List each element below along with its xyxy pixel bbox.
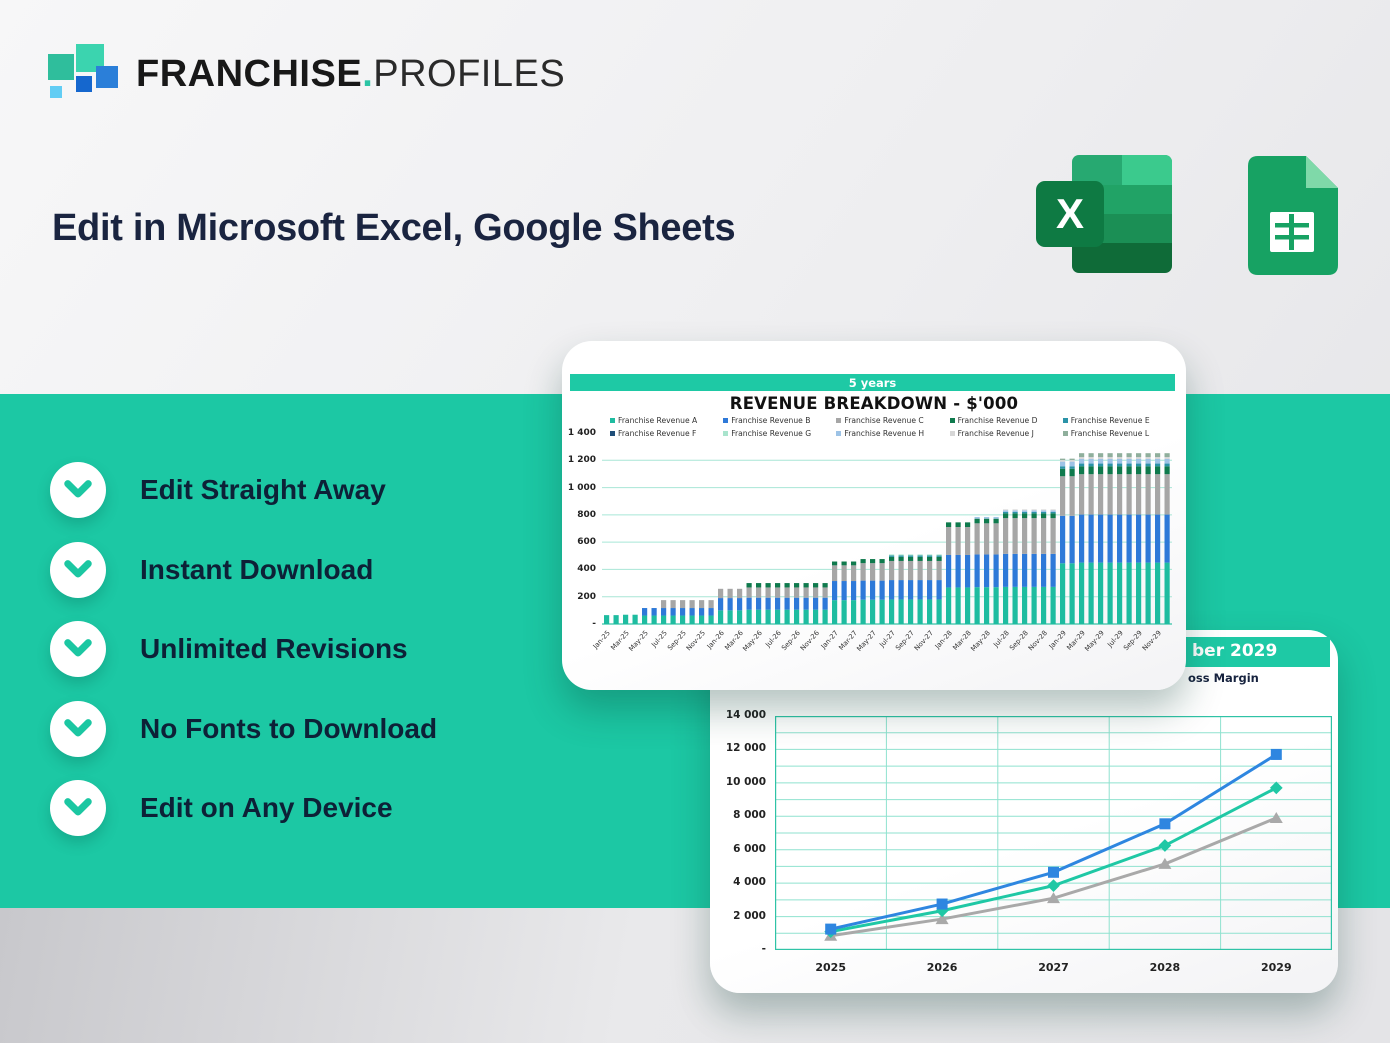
y-tick-label: 2 000 [733,909,766,922]
legend-item: Franchise Revenue A [610,416,723,425]
chart1-title: REVENUE BREAKDOWN - $'000 [729,394,1019,413]
excel-letter: X [1055,190,1085,237]
feature-item [50,621,437,677]
feature-label: Edit Straight Away [140,474,386,505]
y-tick-label: - [592,619,596,629]
legend-item: Franchise Revenue L [1063,429,1176,438]
y-tick-label: 800 [577,509,596,520]
bar-chart-plot [598,387,1174,627]
x-tick-label: Jan-26 [705,629,726,651]
x-tick-label: Jan-29 [1047,629,1068,651]
x-tick-label: Nov-28 [1026,629,1049,653]
legend-item: Franchise Revenue B [723,416,836,425]
brand-logo [46,42,565,106]
brand-dot: . [362,52,374,95]
x-tick-label: Sep-27 [893,629,916,653]
feature-label: Unlimited Revisions [140,633,408,664]
legend-item: Franchise Revenue F [610,429,723,438]
x-tick-label: 2028 [1149,961,1181,974]
x-tick-label: Mar-28 [951,629,973,652]
legend-item: Franchise Revenue J [950,429,1063,438]
brand-wordmark [136,53,565,96]
x-tick-label: May-29 [1083,629,1106,653]
x-tick-label: Nov-29 [1140,629,1163,653]
y-tick-label: - [761,943,766,955]
chevron-down-icon [50,542,106,598]
x-tick-label: Jul-28 [992,629,1011,649]
legend-item: Franchise Revenue G [723,429,836,438]
x-tick-label: Sep-29 [1121,629,1144,653]
chart2-legend-text: oss Margin [1188,671,1259,685]
y-tick-label: 400 [577,564,596,575]
x-tick-label: 2026 [926,961,958,974]
x-tick-label: 2025 [815,961,846,974]
y-tick-label: 10 000 [725,775,766,788]
excel-icon [1036,155,1172,275]
brand-bold: FRANCHISE [136,52,363,95]
x-tick-label: Jan-28 [933,629,954,651]
x-tick-label: Mar-26 [723,629,745,652]
feature-item [50,701,437,757]
x-tick-label: Jul-27 [878,629,897,649]
logo-mark-icon [46,42,122,106]
feature-item [50,462,437,518]
legend-item: Franchise Revenue E [1063,416,1176,425]
x-tick-label: May-27 [855,629,878,653]
x-tick-label: Jul-25 [650,629,669,649]
x-tick-label: Sep-26 [779,629,802,653]
x-tick-label: Jan-27 [819,629,840,651]
feature-item [50,542,437,598]
y-tick-label: 200 [577,591,596,602]
chevron-down-icon [50,462,106,518]
x-tick-label: Jan-25 [591,629,612,651]
feature-item [50,780,437,836]
feature-label: No Fonts to Download [140,712,438,744]
feature-label: Edit on Any Device [140,792,393,823]
y-tick-label: 6 000 [733,842,766,855]
x-tick-label: Nov-25 [684,629,707,653]
chevron-down-icon [50,701,106,757]
page-title: Edit in Microsoft Excel, Google Sheets [52,207,736,249]
legend-item: Franchise Revenue H [836,429,949,438]
x-tick-label: 2027 [1038,961,1069,974]
brand-light: PROFILES [373,52,566,95]
x-tick-label: Jul-29 [1106,629,1125,649]
x-tick-label: May-25 [627,629,650,653]
legend-item: Franchise Revenue C [836,416,949,425]
chevron-down-icon [50,780,106,836]
google-sheets-icon [1246,156,1338,275]
x-tick-label: Jul-26 [764,629,783,649]
y-tick-label: 1 000 [567,482,596,493]
x-tick-label: May-28 [969,629,992,653]
chart2-header-text: ber 2029 [1192,641,1278,661]
x-tick-label: Mar-25 [609,629,631,652]
x-tick-label: Nov-26 [798,629,821,653]
line-chart-plot [775,716,1332,950]
x-tick-label: Sep-25 [665,629,688,653]
y-tick-label: 8 000 [733,809,766,822]
revenue-breakdown-chart-card [562,341,1186,690]
x-tick-label: 2029 [1260,961,1292,974]
y-tick-label: 12 000 [725,742,766,755]
y-tick-label: 1 400 [567,428,596,438]
x-tick-label: Nov-27 [912,629,935,653]
y-tick-label: 1 200 [567,455,596,466]
chevron-down-icon [50,621,106,677]
x-tick-label: Sep-28 [1007,629,1030,653]
feature-label: Instant Download [140,553,374,585]
y-tick-label: 600 [577,537,596,548]
x-tick-label: Mar-29 [1065,629,1087,652]
legend-item: Franchise Revenue D [950,416,1063,425]
feature-list [50,462,437,836]
y-tick-label: 4 000 [733,876,766,889]
chart1-header-text: 5 years [848,375,897,390]
x-tick-label: May-26 [741,629,764,653]
x-tick-label: Mar-27 [837,629,859,652]
y-tick-label: 14 000 [725,709,766,721]
